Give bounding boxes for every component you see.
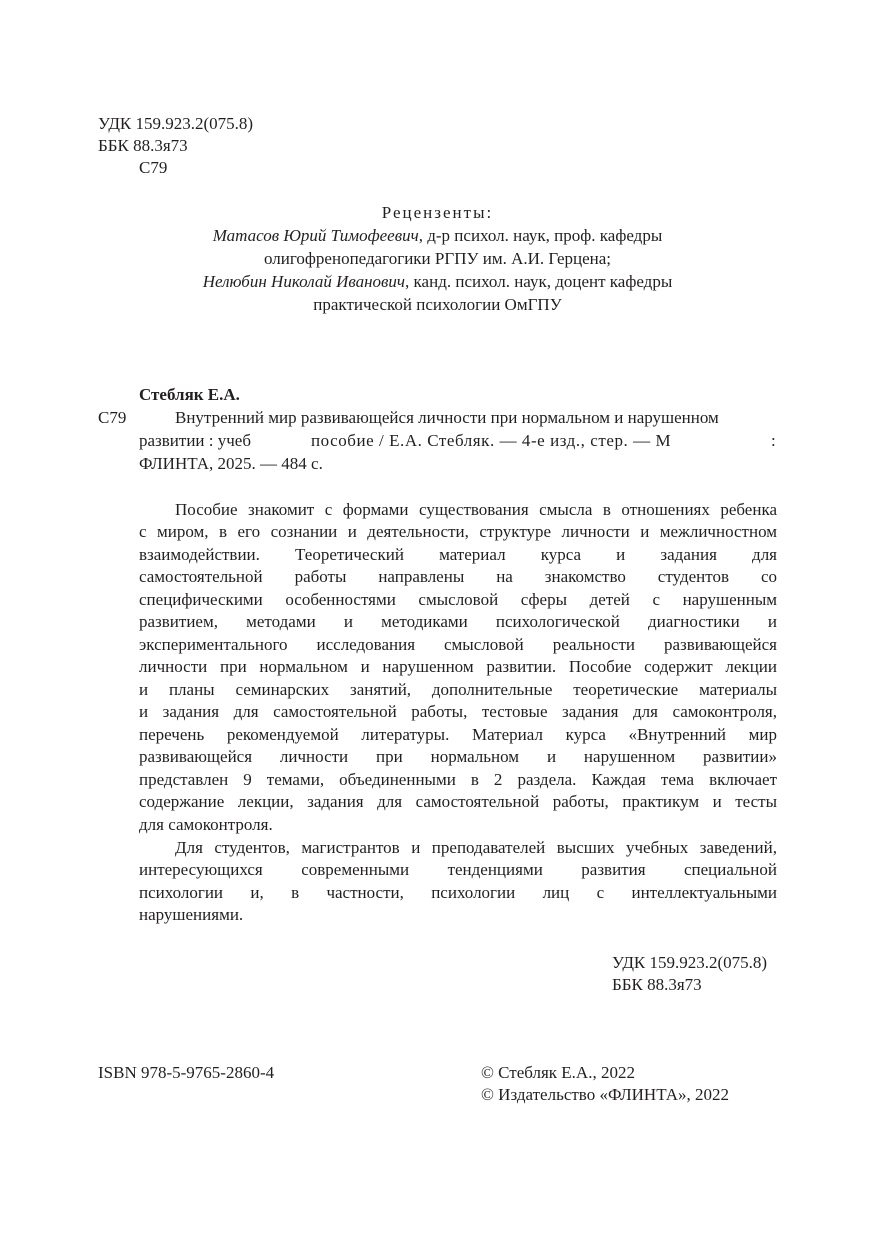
catalog-title-line — [175, 407, 777, 429]
abstract-line: Пособие знакомит с формами существования смысла в отношениях ребенка — [175, 500, 777, 519]
reviewer-1-name: Матасов Юрий Тимофеевич — [212, 226, 419, 245]
author-mark-top: С79 — [139, 158, 168, 177]
abstract-line: развивающейся личности при нормальном и нарушенном развитии» — [139, 747, 777, 766]
abstract-line: для самоконтроля. — [139, 815, 273, 834]
copyright-author: © Стебляк Е.А., 2022 — [481, 1063, 635, 1082]
bbk-code-top: ББК 88.3я73 — [98, 136, 188, 155]
catalog-title: Внутренний мир развивающейся личности при нормальном и нарушенном — [175, 408, 719, 427]
audience-line: Для студентов, магистрантов и преподавателей высших учебных заведений, — [175, 838, 777, 857]
abstract-line: экспериментального исследования смысловой реальности развивающейся — [139, 635, 777, 654]
author-heading: Стебляк Е.А. — [139, 385, 240, 404]
abstract-line: с миром, в его сознании и деятельности, структуре личности и межличностном — [139, 522, 777, 541]
abstract-line: и планы семинарских занятий, дополнительные теоретические материалы — [139, 680, 777, 699]
audience-line: интересующихся современными тенденциями развития специальной — [139, 860, 777, 879]
audience-line: нарушениями. — [139, 905, 244, 924]
reviewer-1-line-2: олигофренопедагогики РГПУ им. А.И. Герцена; — [264, 249, 611, 268]
catalog-line-2-part-c: : — [771, 431, 776, 450]
abstract-line: взаимодействии. Теоретический материал курса и задания для — [139, 545, 777, 564]
reviewer-2-line-1 — [0, 271, 875, 293]
abstract-line: развитием, методами и методиками психологической диагностики и — [139, 612, 777, 631]
reviewer-2-line-2: практической психологии ОмГПУ — [313, 295, 562, 314]
abstract-line: представлен 9 темами, объединенными в 2 раздела. Каждая тема включает — [139, 770, 777, 789]
catalog-mark: С79 — [98, 408, 127, 427]
abstract-line: перечень рекомендуемой литературы. Материал курса «Внутренний мир — [139, 725, 777, 744]
isbn: ISBN 978-5-9765-2860-4 — [98, 1063, 275, 1082]
abstract-line: самостоятельной работы направлены на знакомство студентов со — [139, 567, 777, 586]
catalog-line-3: ФЛИНТА, 2025. — 484 с. — [139, 454, 323, 473]
reviewer-2-credentials: , канд. психол. наук, доцент кафедры — [405, 272, 673, 291]
reviewer-2-name: Нелюбин Николай Иванович — [202, 272, 406, 291]
abstract-line: специфическими особенностями смысловой сферы детей с нарушенным — [139, 590, 777, 609]
abstract-line: содержание лекции, задания для самостоятельной работы, практикум и тесты — [139, 792, 777, 811]
reviewers-heading: Рецензенты: — [381, 203, 494, 222]
bbk-code-bottom: ББК 88.3я73 — [612, 975, 702, 994]
udk-code-top: УДК 159.923.2(075.8) — [98, 114, 254, 133]
abstract-line: личности при нормальном и нарушенном развитии. Пособие содержит лекции — [139, 657, 777, 676]
catalog-title-row — [175, 407, 777, 429]
audience-line: психологии и, в частности, психологии лиц с интеллектуальными — [139, 883, 777, 902]
catalog-line-2-part-b: пособие / Е.А. Стебляк. — 4-е изд., стер. — М — [311, 431, 672, 450]
copyright-publisher: © Издательство «ФЛИНТА», 2022 — [481, 1085, 730, 1104]
catalog-line-2-part-a: развитии : учеб — [139, 431, 251, 450]
reviewer-1-line-1 — [0, 225, 875, 247]
reviewer-1-credentials: , д-р психол. наук, проф. кафедры — [418, 226, 663, 245]
udk-code-bottom: УДК 159.923.2(075.8) — [612, 953, 768, 972]
abstract-line: и задания для самостоятельной работы, тестовые задания для самоконтроля, — [139, 702, 777, 721]
